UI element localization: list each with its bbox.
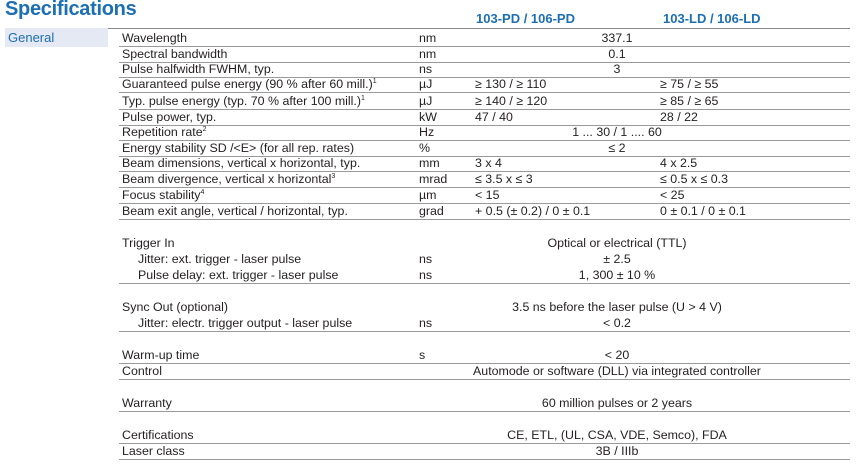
value-both: CE, ETL, (UL, CSA, VDE, Semco), FDA	[507, 428, 727, 442]
spec-row	[119, 187, 850, 204]
spec-row	[119, 395, 850, 412]
footnote-marker: 1	[360, 95, 365, 102]
footnote-marker: 4	[200, 189, 205, 196]
parameter-label: Beam exit angle, vertical / horizontal, typ.	[122, 204, 348, 218]
footnote-marker: 1	[372, 78, 377, 85]
table-top-rule	[5, 28, 850, 29]
spec-row	[119, 299, 850, 315]
parameter-label: Warm-up time	[122, 348, 200, 362]
footnote-marker: 3	[331, 173, 336, 180]
value-ld: ≥ 85 / ≥ 65	[660, 94, 719, 108]
parameter-label: Control	[122, 364, 162, 378]
parameter-label: Guaranteed pulse energy (90 % after 60 mill.)$^1$	[122, 77, 377, 91]
spec-row	[119, 93, 850, 110]
spec-row	[119, 124, 850, 141]
unit-cell: s	[419, 348, 426, 362]
parameter-label: Pulse delay: ext. trigger - laser pulse	[138, 268, 339, 282]
value-both: 337.1	[601, 31, 633, 45]
value-ld: ≥ 75 / ≥ 55	[660, 77, 719, 91]
spec-row	[119, 443, 850, 460]
column-header-pd: 103-PD / 106-PD	[476, 11, 575, 26]
value-pd: < 15	[475, 188, 500, 202]
value-both: ± 2.5	[603, 252, 631, 266]
unit-cell: kW	[419, 110, 437, 124]
value-pd: 47 / 40	[475, 110, 513, 124]
value-both: 3B / IIIb	[595, 444, 639, 458]
spec-row	[119, 203, 850, 220]
spec-row	[119, 155, 850, 172]
parameter-label: Typ. pulse energy (typ. 70 % after 100 mill.)$^1$	[122, 94, 365, 108]
unit-cell: ns	[419, 252, 433, 266]
parameter-label: Beam dimensions, vertical x horizontal, typ.	[122, 156, 361, 170]
value-both: Automode or software (DLL) via integrated controller	[473, 364, 761, 378]
spec-row	[119, 235, 850, 251]
footnote-marker: 2	[202, 126, 207, 133]
unit-cell: %	[419, 141, 431, 155]
unit-cell: ns	[419, 62, 433, 76]
spec-row	[119, 347, 850, 364]
unit-cell: mm	[419, 156, 440, 170]
parameter-label: Energy stability SD /<E> (for all rep. rates)	[122, 141, 355, 155]
unit-cell: Hz	[419, 125, 435, 139]
unit-cell: ns	[419, 268, 433, 282]
unit-cell: µJ	[419, 77, 433, 91]
parameter-label: Spectral bandwidth	[122, 47, 228, 61]
value-ld: 28 / 22	[660, 110, 698, 124]
value-both: < 0.2	[603, 316, 631, 330]
value-both: Optical or electrical (TTL)	[547, 236, 687, 250]
parameter-label: Jitter: electr. trigger output - laser pulse	[138, 316, 353, 330]
spec-row	[119, 363, 850, 380]
value-pd: 3 x 4	[475, 156, 502, 170]
unit-cell: mrad	[419, 172, 448, 186]
value-both: ≤ 2	[608, 141, 626, 155]
parameter-label: Repetition rate$^2$	[122, 125, 207, 139]
page-title: Specifications	[5, 0, 137, 20]
parameter-label: Pulse power, typ.	[122, 110, 217, 124]
spec-row	[119, 30, 850, 47]
section-label-general: General	[5, 28, 108, 47]
value-both: 60 million pulses or 2 years	[541, 396, 693, 410]
parameter-label: Focus stability$^4$	[122, 188, 205, 202]
parameter-label: Wavelength	[122, 31, 187, 45]
parameter-label: Warranty	[122, 396, 172, 410]
value-both: 0.1	[608, 47, 626, 61]
unit-cell: nm	[419, 31, 437, 45]
value-pd: ≤ 3.5 x ≤ 3	[475, 172, 533, 186]
value-pd: ≥ 130 / ≥ 110	[475, 77, 547, 91]
spec-row	[119, 315, 850, 332]
spec-row	[119, 171, 850, 188]
spec-row	[119, 76, 850, 93]
parameter-label: Trigger In	[122, 236, 175, 250]
value-both: 1 ... 30 / 1 .... 60	[572, 125, 662, 139]
value-ld: 0 ± 0.1 / 0 ± 0.1	[660, 204, 746, 218]
spec-row	[119, 267, 850, 284]
value-both: 3	[613, 62, 621, 76]
value-both: < 20	[604, 348, 630, 362]
value-ld: 4 x 2.5	[660, 156, 698, 170]
value-both: 1, 300 ± 10 %	[578, 268, 656, 282]
unit-cell: grad	[419, 204, 444, 218]
parameter-label: Sync Out (optional)	[122, 300, 229, 314]
spec-row	[119, 251, 850, 267]
parameter-label: Laser class	[122, 444, 185, 458]
value-ld: < 25	[660, 188, 685, 202]
unit-cell: µm	[419, 188, 437, 202]
spec-row	[119, 427, 850, 444]
parameter-label: Jitter: ext. trigger - laser pulse	[138, 252, 302, 266]
unit-cell: µJ	[419, 94, 433, 108]
unit-cell: nm	[419, 47, 437, 61]
column-header-ld: 103-LD / 106-LD	[663, 11, 761, 26]
value-pd: + 0.5 (± 0.2) / 0 ± 0.1	[475, 204, 591, 218]
parameter-label: Beam divergence, vertical x horizontal$^3$	[122, 172, 336, 186]
unit-cell: ns	[419, 316, 433, 330]
value-pd: ≥ 140 / ≥ 120	[475, 94, 548, 108]
value-both: 3.5 ns before the laser pulse (U > 4 V)	[512, 300, 722, 314]
parameter-label: Pulse halfwidth FWHM, typ.	[122, 62, 275, 76]
value-ld: ≤ 0.5 x ≤ 0.3	[660, 172, 729, 186]
parameter-label: Certifications	[122, 428, 194, 442]
